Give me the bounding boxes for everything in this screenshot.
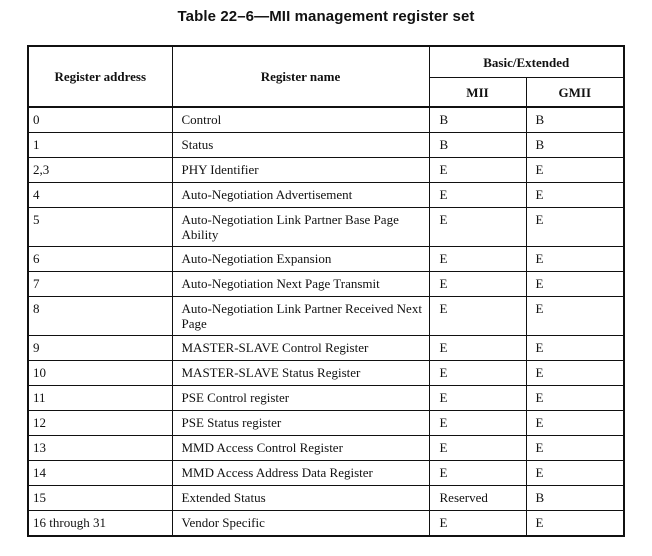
cell-address: 15 <box>28 486 172 511</box>
cell-address: 1 <box>28 133 172 158</box>
cell-mii: E <box>429 158 526 183</box>
table-row <box>28 436 624 461</box>
cell-address: 13 <box>28 436 172 461</box>
table-caption: Table 22–6—MII management register set <box>177 8 475 25</box>
header-register-name: Register name <box>172 46 429 107</box>
cell-gmii: E <box>526 158 624 183</box>
cell-address: 11 <box>28 386 172 411</box>
cell-address: 4 <box>28 183 172 208</box>
table-row <box>28 247 624 272</box>
cell-name: MASTER-SLAVE Control Register <box>172 336 429 361</box>
cell-name: MMD Access Control Register <box>172 436 429 461</box>
cell-address: 12 <box>28 411 172 436</box>
cell-name: Auto-Negotiation Link Partner Base Page Ability <box>172 208 429 247</box>
cell-gmii: E <box>526 511 624 537</box>
table-row <box>28 386 624 411</box>
cell-gmii: E <box>526 183 624 208</box>
cell-name: Auto-Negotiation Link Partner Received Next Page <box>172 297 429 336</box>
cell-name: Vendor Specific <box>172 511 429 537</box>
table-row <box>28 133 624 158</box>
cell-address: 8 <box>28 297 172 336</box>
table-row <box>28 208 624 247</box>
table-body <box>28 107 624 536</box>
cell-gmii: B <box>526 107 624 133</box>
cell-gmii: E <box>526 461 624 486</box>
table-row <box>28 336 624 361</box>
table-row <box>28 183 624 208</box>
header-mii: MII <box>429 78 526 108</box>
cell-gmii: B <box>526 486 624 511</box>
cell-gmii: E <box>526 247 624 272</box>
cell-mii: E <box>429 461 526 486</box>
header-basic-extended: Basic/Extended <box>429 46 624 78</box>
cell-gmii: B <box>526 133 624 158</box>
table-row <box>28 511 624 537</box>
cell-gmii: E <box>526 208 624 247</box>
header-register-address: Register address <box>28 46 172 107</box>
cell-gmii: E <box>526 411 624 436</box>
cell-mii: Reserved <box>429 486 526 511</box>
cell-mii: B <box>429 107 526 133</box>
cell-address: 10 <box>28 361 172 386</box>
cell-mii: E <box>429 183 526 208</box>
cell-mii: E <box>429 272 526 297</box>
cell-name: Status <box>172 133 429 158</box>
header-gmii: GMII <box>526 78 624 108</box>
cell-name: PSE Status register <box>172 411 429 436</box>
cell-address: 2,3 <box>28 158 172 183</box>
cell-address: 7 <box>28 272 172 297</box>
cell-mii: E <box>429 411 526 436</box>
table-row <box>28 461 624 486</box>
cell-gmii: E <box>526 361 624 386</box>
cell-name: Auto-Negotiation Advertisement <box>172 183 429 208</box>
table-row <box>28 361 624 386</box>
cell-gmii: E <box>526 386 624 411</box>
cell-address: 9 <box>28 336 172 361</box>
cell-mii: E <box>429 208 526 247</box>
cell-mii: B <box>429 133 526 158</box>
register-table <box>27 45 625 537</box>
cell-address: 5 <box>28 208 172 247</box>
cell-mii: E <box>429 511 526 537</box>
cell-address: 14 <box>28 461 172 486</box>
cell-mii: E <box>429 386 526 411</box>
cell-mii: E <box>429 436 526 461</box>
cell-name: Auto-Negotiation Expansion <box>172 247 429 272</box>
table-row <box>28 411 624 436</box>
table-row <box>28 486 624 511</box>
cell-address: 6 <box>28 247 172 272</box>
cell-gmii: E <box>526 272 624 297</box>
cell-mii: E <box>429 247 526 272</box>
cell-address: 16 through 31 <box>28 511 172 537</box>
cell-gmii: E <box>526 336 624 361</box>
cell-name: Auto-Negotiation Next Page Transmit <box>172 272 429 297</box>
cell-name: MMD Access Address Data Register <box>172 461 429 486</box>
cell-gmii: E <box>526 436 624 461</box>
cell-mii: E <box>429 336 526 361</box>
cell-name: MASTER-SLAVE Status Register <box>172 361 429 386</box>
table-row <box>28 158 624 183</box>
table-row <box>28 297 624 336</box>
cell-name: Control <box>172 107 429 133</box>
table-row <box>28 272 624 297</box>
cell-mii: E <box>429 361 526 386</box>
table-row <box>28 107 624 133</box>
cell-address: 0 <box>28 107 172 133</box>
cell-name: Extended Status <box>172 486 429 511</box>
cell-name: PHY Identifier <box>172 158 429 183</box>
cell-gmii: E <box>526 297 624 336</box>
cell-name: PSE Control register <box>172 386 429 411</box>
cell-mii: E <box>429 297 526 336</box>
